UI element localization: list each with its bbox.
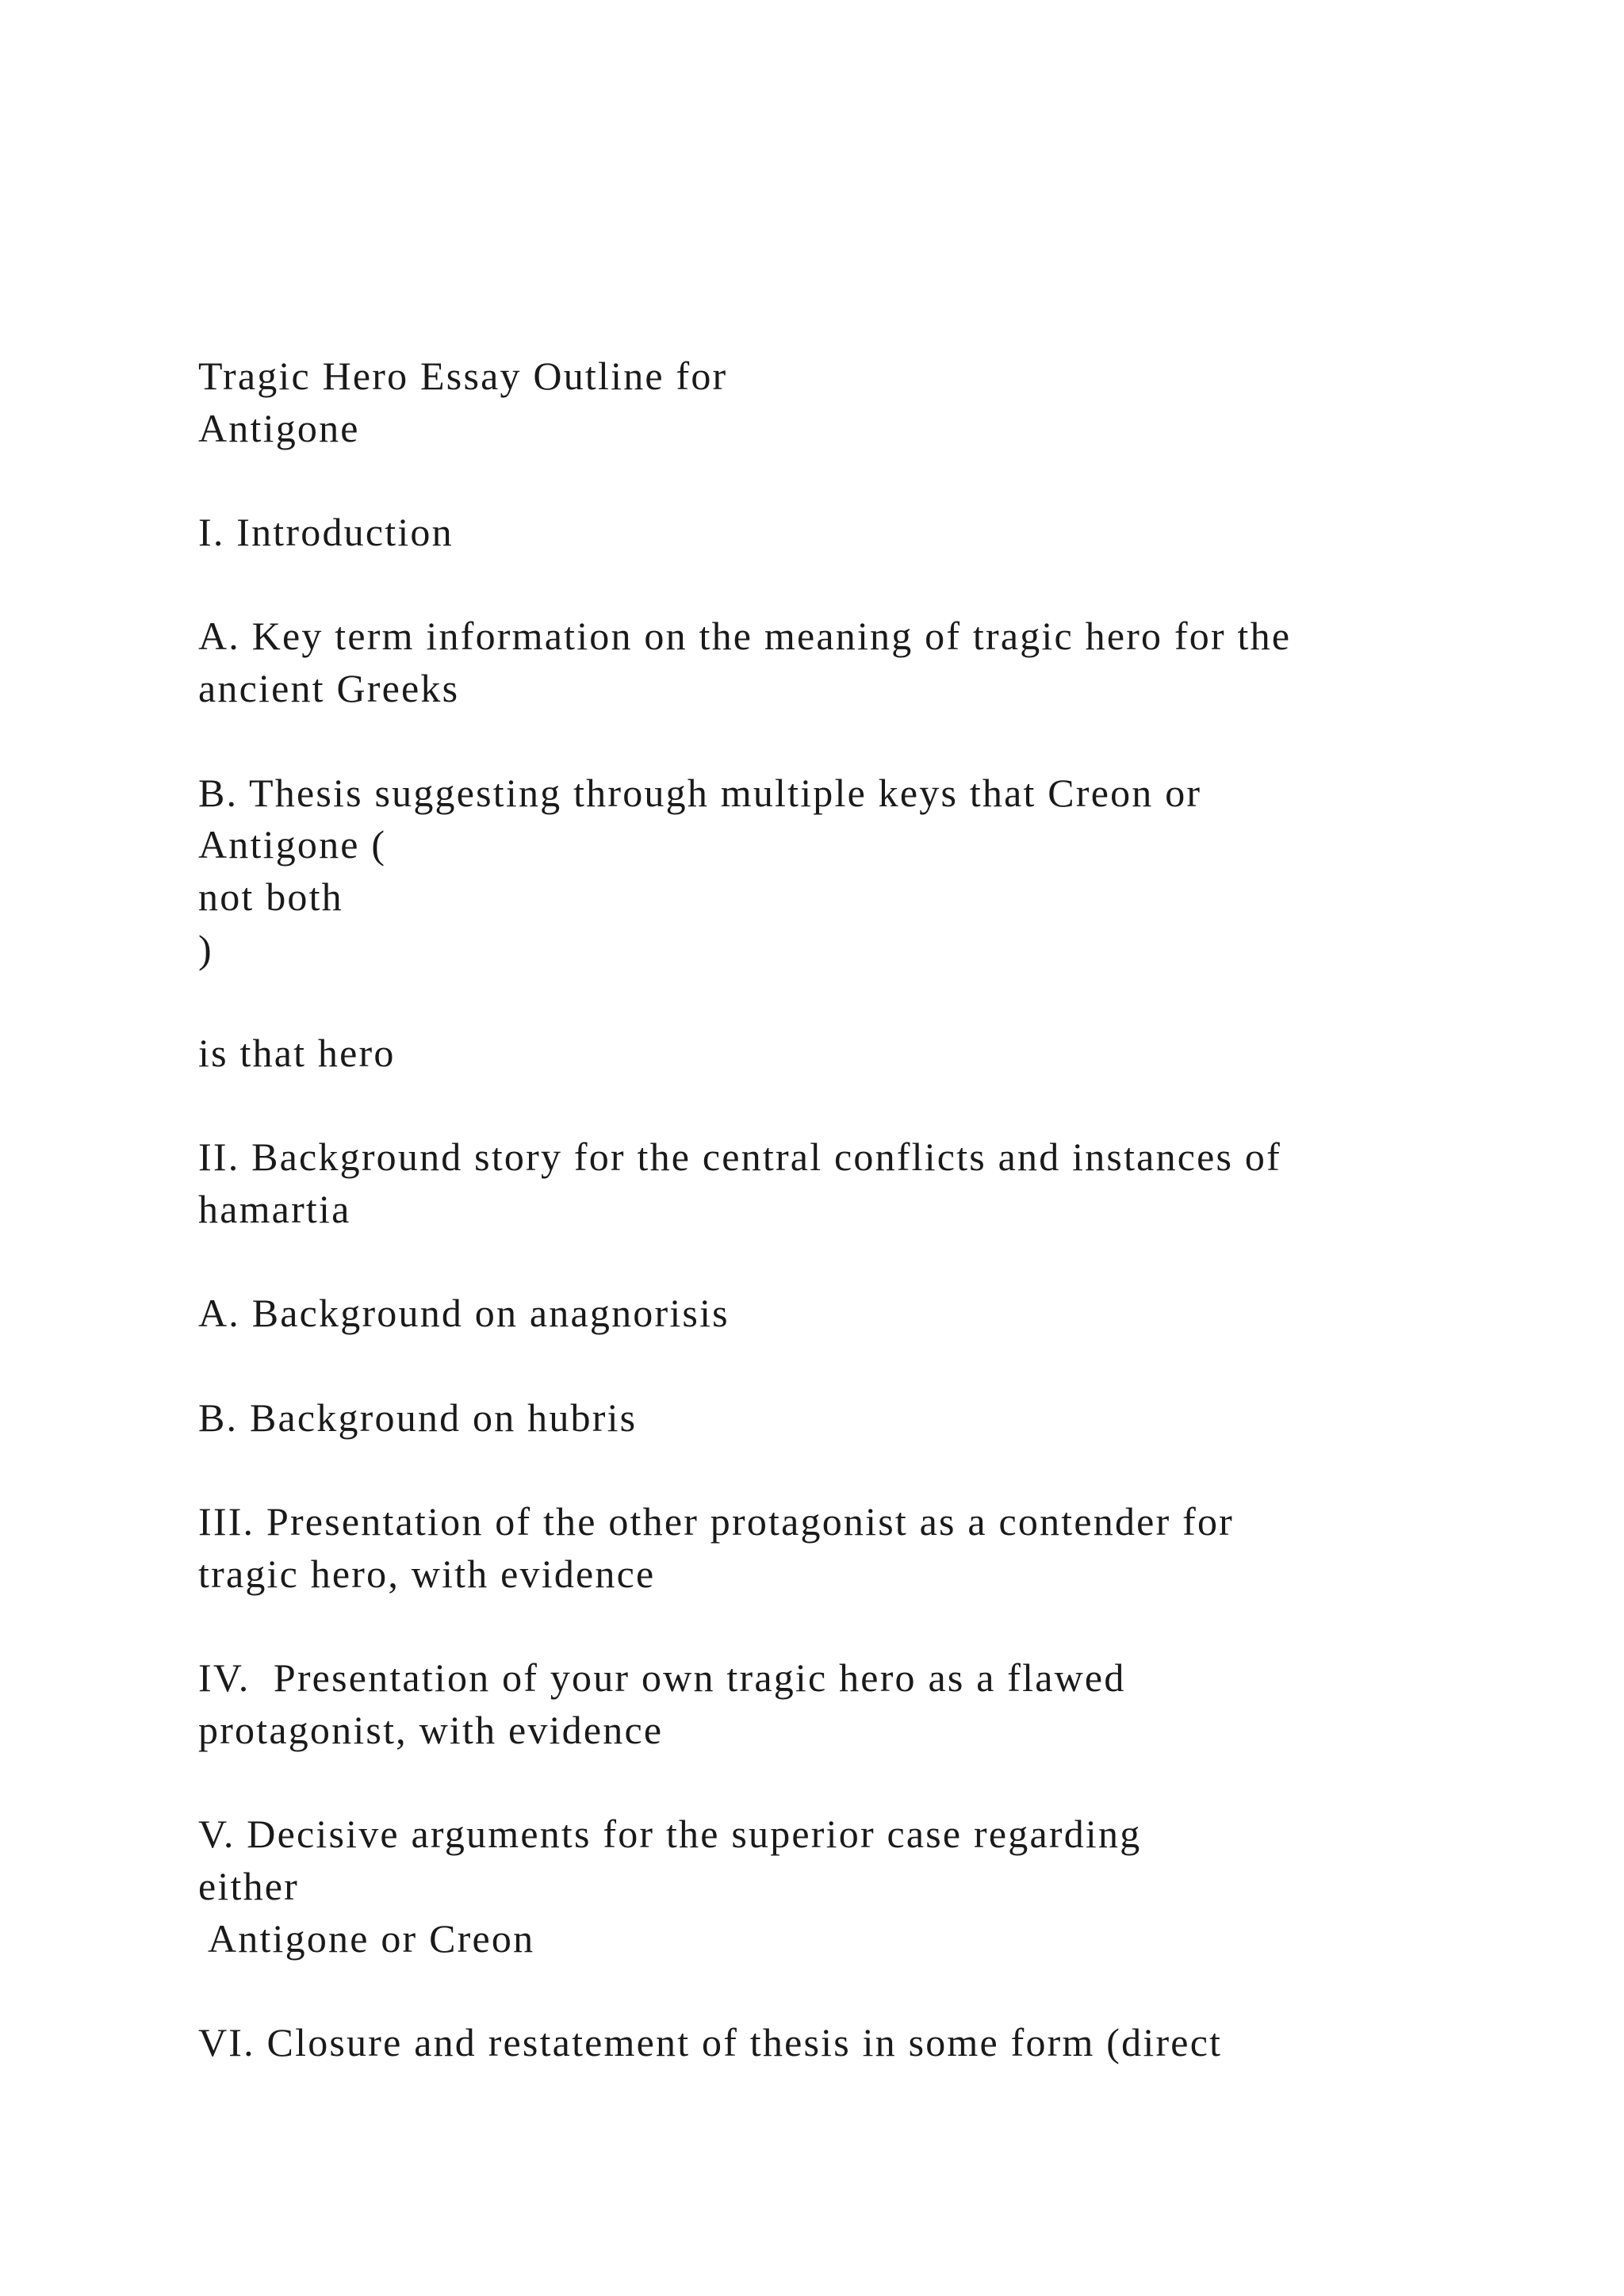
spacer <box>198 1601 1507 1653</box>
section-1-item-b <box>198 767 1507 1080</box>
spacer <box>198 1757 1507 1809</box>
section-1-item-b-line-2: Antigone ( <box>198 822 387 867</box>
spacer <box>198 559 1507 611</box>
section-1-item-a <box>198 610 1507 714</box>
section-3 <box>198 1496 1507 1600</box>
section-4-line-2: protagonist, with evidence <box>198 1707 664 1752</box>
section-1-heading: I. Introduction <box>198 510 454 555</box>
section-5-line-1: V. Decisive arguments for the superior case regarding <box>198 1812 1142 1857</box>
section-4 <box>198 1652 1507 1756</box>
section-3-line-2: tragic hero, with evidence <box>198 1551 656 1596</box>
spacer <box>198 715 1507 767</box>
spacer <box>198 1444 1507 1496</box>
section-2-heading-line-2: hamartia <box>198 1187 351 1231</box>
spacer <box>198 1340 1507 1392</box>
section-5-line-2: either <box>198 1863 300 1908</box>
spacer <box>198 1965 1507 2017</box>
section-5-line-3: Antigone or Creon <box>198 1915 535 1961</box>
section-4-line-1: IV. Presentation of your own tragic hero as a flawed <box>198 1655 1126 1701</box>
spacer <box>198 1236 1507 1288</box>
section-2-heading-line-1: II. Background story for the central conflicts and instances of <box>198 1135 1281 1180</box>
title-line-2: Antigone <box>198 405 360 450</box>
section-2-heading <box>198 1131 1507 1235</box>
section-6-line-1: VI. Closure and restatement of thesis in some form (direct <box>198 2020 1223 2064</box>
section-1-item-b-line-3: not both <box>198 874 343 919</box>
section-1-item-b-line-4: ) <box>198 926 213 971</box>
essay-outline <box>198 350 1507 2069</box>
spacer <box>198 454 1507 507</box>
section-2-item-a: A. Background on anagnorisis <box>198 1291 730 1336</box>
section-3-line-1: III. Presentation of the other protagonist as a contender for <box>198 1499 1235 1544</box>
title-line-1: Tragic Hero Essay Outline for <box>198 354 728 398</box>
section-1-item-a-line-2: ancient Greeks <box>198 666 460 711</box>
spacer <box>198 1080 1507 1132</box>
section-5 <box>198 1808 1507 1965</box>
section-1-item-b-line-1: B. Thesis suggesting through multiple keys that Creon or <box>198 770 1202 815</box>
section-6 <box>198 2017 1507 2069</box>
section-1-item-b-tail: is that hero <box>198 1030 396 1075</box>
section-2-item-b: B. Background on hubris <box>198 1395 638 1440</box>
document-title <box>198 350 1507 454</box>
spacer <box>198 975 1507 1027</box>
section-1-item-a-line-1: A. Key term information on the meaning of tragic hero for the <box>198 614 1292 659</box>
